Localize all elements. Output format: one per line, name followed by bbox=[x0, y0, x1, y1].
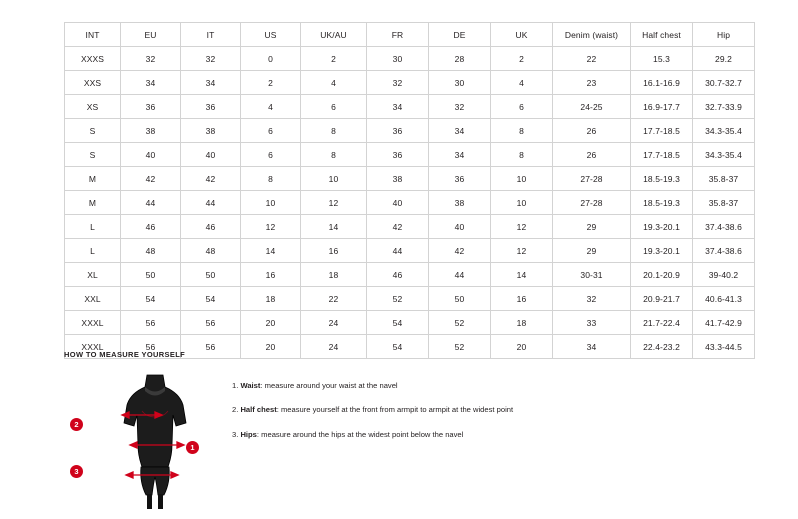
badge-hips: 3 bbox=[70, 465, 83, 478]
table-cell: 30-31 bbox=[553, 263, 631, 287]
table-cell: 18 bbox=[301, 263, 367, 287]
table-cell: 50 bbox=[429, 287, 491, 311]
table-cell: 16.1-16.9 bbox=[631, 71, 693, 95]
table-body bbox=[65, 47, 755, 359]
table-cell: 32 bbox=[553, 287, 631, 311]
note-text: : measure around your waist at the navel bbox=[260, 381, 398, 390]
badge-half-chest: 2 bbox=[70, 418, 83, 431]
table-cell: 35.8-37 bbox=[693, 191, 755, 215]
table-cell: 54 bbox=[367, 335, 429, 359]
table-cell: 29 bbox=[553, 239, 631, 263]
table-cell: 16.9-17.7 bbox=[631, 95, 693, 119]
table-cell: 28 bbox=[429, 47, 491, 71]
table-cell: L bbox=[65, 239, 121, 263]
table-cell: 38 bbox=[367, 167, 429, 191]
table-cell: 4 bbox=[491, 71, 553, 95]
size-table-container bbox=[64, 22, 742, 359]
table-cell: 16 bbox=[301, 239, 367, 263]
table-cell: 34 bbox=[121, 71, 181, 95]
table-row bbox=[65, 287, 755, 311]
table-cell: 44 bbox=[429, 263, 491, 287]
size-conversion-table bbox=[64, 22, 755, 359]
table-cell: 30 bbox=[367, 47, 429, 71]
table-cell: 32.7-33.9 bbox=[693, 95, 755, 119]
table-cell: 34 bbox=[553, 335, 631, 359]
table-cell: 42 bbox=[181, 167, 241, 191]
note-term: Hips bbox=[240, 429, 257, 439]
how-to-measure-section bbox=[64, 350, 744, 511]
table-cell: 40 bbox=[181, 143, 241, 167]
note-number: 3. bbox=[232, 429, 241, 439]
table-cell: 34 bbox=[429, 143, 491, 167]
column-header-denim-waist: Denim (waist) bbox=[553, 23, 631, 47]
column-header-it: IT bbox=[181, 23, 241, 47]
table-header bbox=[65, 23, 755, 47]
table-cell: 41.7-42.9 bbox=[693, 311, 755, 335]
how-to-measure-title: HOW TO MEASURE YOURSELF bbox=[64, 350, 186, 359]
table-cell: 40 bbox=[367, 191, 429, 215]
column-header-fr: FR bbox=[367, 23, 429, 47]
table-cell: 29.2 bbox=[693, 47, 755, 71]
measurement-note bbox=[232, 405, 513, 415]
table-cell: XXS bbox=[65, 71, 121, 95]
table-cell: 46 bbox=[181, 215, 241, 239]
table-cell: 19.3-20.1 bbox=[631, 239, 693, 263]
table-cell: XXL bbox=[65, 287, 121, 311]
table-cell: 24-25 bbox=[553, 95, 631, 119]
table-row bbox=[65, 263, 755, 287]
table-cell: XXXL bbox=[65, 311, 121, 335]
table-cell: 39-40.2 bbox=[693, 263, 755, 287]
table-cell: 56 bbox=[121, 335, 181, 359]
table-cell: 18.5-19.3 bbox=[631, 167, 693, 191]
table-cell: 17.7-18.5 bbox=[631, 143, 693, 167]
table-cell: 15.3 bbox=[631, 47, 693, 71]
table-cell: 48 bbox=[121, 239, 181, 263]
table-cell: 8 bbox=[491, 143, 553, 167]
table-cell: 18 bbox=[241, 287, 301, 311]
table-cell: 2 bbox=[491, 47, 553, 71]
how-to-measure-body bbox=[64, 371, 744, 511]
note-term: Waist bbox=[240, 381, 261, 390]
table-cell: 46 bbox=[367, 263, 429, 287]
table-cell: 26 bbox=[553, 143, 631, 167]
measurement-notes bbox=[232, 371, 513, 454]
table-row bbox=[65, 167, 755, 191]
column-header-half-chest: Half chest bbox=[631, 23, 693, 47]
table-cell: 36 bbox=[367, 143, 429, 167]
column-header-us: US bbox=[241, 23, 301, 47]
table-cell: 27-28 bbox=[553, 167, 631, 191]
table-cell: 56 bbox=[121, 311, 181, 335]
table-cell: 18 bbox=[491, 311, 553, 335]
table-cell: S bbox=[65, 143, 121, 167]
column-header-int: INT bbox=[65, 23, 121, 47]
column-header-ukau: UK/AU bbox=[301, 23, 367, 47]
measurement-note bbox=[232, 381, 513, 391]
table-cell: 30 bbox=[429, 71, 491, 95]
table-row bbox=[65, 95, 755, 119]
table-cell: 50 bbox=[181, 263, 241, 287]
column-header-de: DE bbox=[429, 23, 491, 47]
table-cell: 50 bbox=[121, 263, 181, 287]
note-number: 1. bbox=[232, 381, 241, 390]
table-cell: 20 bbox=[241, 335, 301, 359]
table-cell: 32 bbox=[429, 95, 491, 119]
table-row bbox=[65, 215, 755, 239]
table-cell: 32 bbox=[181, 47, 241, 71]
table-cell: XS bbox=[65, 95, 121, 119]
table-cell: 42 bbox=[367, 215, 429, 239]
table-cell: 6 bbox=[241, 143, 301, 167]
table-cell: 12 bbox=[491, 215, 553, 239]
table-cell: 34 bbox=[367, 95, 429, 119]
table-cell: 33 bbox=[553, 311, 631, 335]
table-cell: S bbox=[65, 119, 121, 143]
table-row bbox=[65, 47, 755, 71]
table-cell: 48 bbox=[181, 239, 241, 263]
table-cell: 38 bbox=[429, 191, 491, 215]
table-cell: 26 bbox=[553, 119, 631, 143]
table-cell: 8 bbox=[301, 143, 367, 167]
table-cell: 10 bbox=[241, 191, 301, 215]
table-cell: 52 bbox=[429, 335, 491, 359]
table-cell: 44 bbox=[367, 239, 429, 263]
table-cell: 6 bbox=[491, 95, 553, 119]
note-text: : measure yourself at the front from armpit to armpit at the widest point bbox=[276, 405, 514, 415]
table-cell: 52 bbox=[429, 311, 491, 335]
table-cell: 12 bbox=[301, 191, 367, 215]
note-text: : measure around the hips at the widest point below the navel bbox=[256, 429, 464, 439]
table-cell: 36 bbox=[121, 95, 181, 119]
table-cell: 34 bbox=[429, 119, 491, 143]
table-cell: 36 bbox=[429, 167, 491, 191]
table-cell: 20.9-21.7 bbox=[631, 287, 693, 311]
table-cell: 10 bbox=[491, 191, 553, 215]
table-cell: 2 bbox=[301, 47, 367, 71]
table-cell: XL bbox=[65, 263, 121, 287]
table-cell: 34.3-35.4 bbox=[693, 119, 755, 143]
table-cell: 20.1-20.9 bbox=[631, 263, 693, 287]
badge-waist: 1 bbox=[186, 441, 199, 454]
table-cell: 19.3-20.1 bbox=[631, 215, 693, 239]
column-header-eu: EU bbox=[121, 23, 181, 47]
table-cell: 6 bbox=[301, 95, 367, 119]
table-cell: 40 bbox=[121, 143, 181, 167]
table-cell: 2 bbox=[241, 71, 301, 95]
table-cell: 16 bbox=[491, 287, 553, 311]
table-cell: 4 bbox=[301, 71, 367, 95]
table-cell: 44 bbox=[121, 191, 181, 215]
table-cell: 40.6-41.3 bbox=[693, 287, 755, 311]
table-cell: 20 bbox=[491, 335, 553, 359]
table-cell: 42 bbox=[121, 167, 181, 191]
table-cell: 20 bbox=[241, 311, 301, 335]
table-cell: 29 bbox=[553, 215, 631, 239]
table-row bbox=[65, 191, 755, 215]
table-cell: 46 bbox=[121, 215, 181, 239]
table-cell: 54 bbox=[367, 311, 429, 335]
table-row bbox=[65, 71, 755, 95]
table-cell: 32 bbox=[121, 47, 181, 71]
table-cell: 8 bbox=[491, 119, 553, 143]
table-cell: 14 bbox=[241, 239, 301, 263]
table-cell: 17.7-18.5 bbox=[631, 119, 693, 143]
table-row bbox=[65, 119, 755, 143]
table-cell: 4 bbox=[241, 95, 301, 119]
table-cell: 16 bbox=[241, 263, 301, 287]
table-cell: 36 bbox=[367, 119, 429, 143]
table-cell: 42 bbox=[429, 239, 491, 263]
table-header-row bbox=[65, 23, 755, 47]
table-cell: 12 bbox=[241, 215, 301, 239]
table-cell: 56 bbox=[181, 311, 241, 335]
table-cell: 22 bbox=[301, 287, 367, 311]
column-header-uk: UK bbox=[491, 23, 553, 47]
table-cell: 8 bbox=[241, 167, 301, 191]
table-cell: 36 bbox=[181, 95, 241, 119]
table-cell: M bbox=[65, 167, 121, 191]
note-number: 2. bbox=[232, 405, 241, 415]
note-term: Half chest bbox=[240, 405, 277, 415]
table-cell: 32 bbox=[367, 71, 429, 95]
table-cell: 22.4-23.2 bbox=[631, 335, 693, 359]
table-row bbox=[65, 239, 755, 263]
table-cell: 24 bbox=[301, 311, 367, 335]
table-cell: XXXL bbox=[65, 335, 121, 359]
table-cell: 43.3-44.5 bbox=[693, 335, 755, 359]
measurement-figure bbox=[74, 371, 210, 511]
table-cell: 30.7-32.7 bbox=[693, 71, 755, 95]
table-cell: XXXS bbox=[65, 47, 121, 71]
table-cell: 37.4-38.6 bbox=[693, 215, 755, 239]
table-cell: 10 bbox=[491, 167, 553, 191]
table-cell: 10 bbox=[301, 167, 367, 191]
table-cell: 14 bbox=[491, 263, 553, 287]
table-cell: M bbox=[65, 191, 121, 215]
table-cell: 14 bbox=[301, 215, 367, 239]
table-cell: 40 bbox=[429, 215, 491, 239]
table-cell: 0 bbox=[241, 47, 301, 71]
table-row bbox=[65, 311, 755, 335]
table-cell: 38 bbox=[181, 119, 241, 143]
table-cell: 24 bbox=[301, 335, 367, 359]
table-cell: 22 bbox=[553, 47, 631, 71]
column-header-hip: Hip bbox=[693, 23, 755, 47]
table-cell: 18.5-19.3 bbox=[631, 191, 693, 215]
table-cell: 44 bbox=[181, 191, 241, 215]
table-cell: 34.3-35.4 bbox=[693, 143, 755, 167]
table-cell: 8 bbox=[301, 119, 367, 143]
table-cell: 6 bbox=[241, 119, 301, 143]
table-cell: L bbox=[65, 215, 121, 239]
table-cell: 52 bbox=[367, 287, 429, 311]
measurement-note bbox=[232, 430, 513, 440]
table-cell: 12 bbox=[491, 239, 553, 263]
table-cell: 37.4-38.6 bbox=[693, 239, 755, 263]
table-cell: 56 bbox=[181, 335, 241, 359]
table-cell: 21.7-22.4 bbox=[631, 311, 693, 335]
table-cell: 54 bbox=[181, 287, 241, 311]
table-cell: 27-28 bbox=[553, 191, 631, 215]
table-cell: 54 bbox=[121, 287, 181, 311]
table-cell: 23 bbox=[553, 71, 631, 95]
table-row bbox=[65, 143, 755, 167]
table-cell: 38 bbox=[121, 119, 181, 143]
table-cell: 34 bbox=[181, 71, 241, 95]
table-cell: 35.8-37 bbox=[693, 167, 755, 191]
